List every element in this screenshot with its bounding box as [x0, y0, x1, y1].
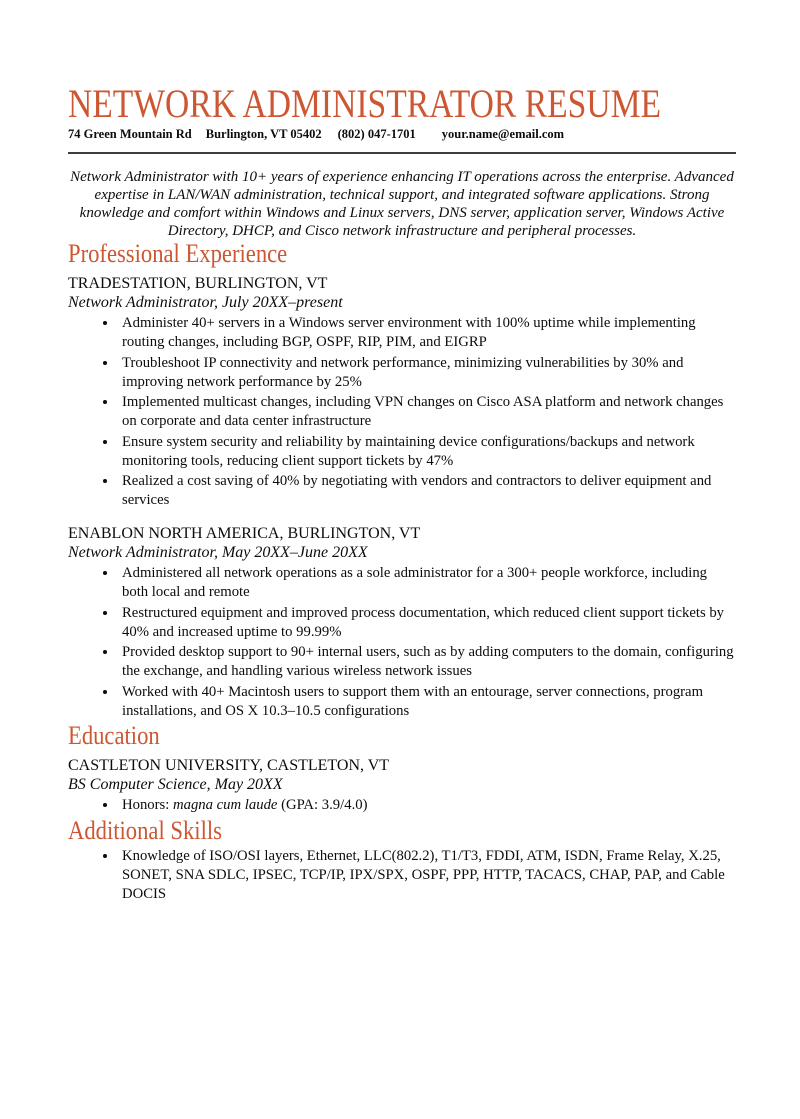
job-bullet: • Administered all network operations as a sole administrator for a 300+ people workforce, including both local and remote — [118, 564, 736, 602]
job-bullet: • Worked with 40+ Macintosh users to support them with an entourage, server connections, program installations, and OS X 10.3–10.5 configurations — [118, 683, 736, 721]
section-education — [68, 722, 736, 815]
contact-city: Burlington, VT 05402 — [205, 127, 322, 141]
honors-distinction: magna cum laude — [173, 797, 278, 813]
experience-heading — [68, 240, 736, 268]
job-bullet: • Implemented multicast changes, including VPN changes on Cisco ASA platform and network changes on corporate and data center infrastructure — [118, 393, 736, 431]
skills-bullet-list — [68, 847, 736, 904]
contact-line — [68, 126, 736, 142]
summary-paragraph: Network Administrator with 10+ years of experience enhancing IT operations across the enterprise. Advanced expertise in LAN/WAN administration, technical support, and integrated software applications. Strong knowledge and comfort within Windows and Linux servers, DNS server, application server, Windows Active Directory, DHCP, and Cisco network infrastructure and peripheral processes. — [70, 169, 734, 239]
honors-gpa: (GPA: 3.9/4.0) — [277, 797, 368, 813]
honors-label: Honors: — [122, 797, 173, 813]
job-bullet: • Ensure system security and reliability by maintaining device configurations/backups and network monitoring tools, reducing client support tickets by 47% — [118, 433, 736, 471]
job-bullet: • Administer 40+ servers in a Windows server environment with 100% uptime while implementing routing changes, including BGP, OSPF, RIP, PIM, and EIGRP — [118, 314, 736, 352]
contact-address: 74 Green Mountain Rd — [68, 127, 192, 141]
job-bullet-list — [68, 564, 736, 721]
experience-heading-text: Professional Experience — [68, 239, 288, 268]
employer-name: TRADESTATION, BURLINGTON, VT — [68, 275, 328, 292]
employer-name: ENABLON NORTH AMERICA, BURLINGTON, VT — [68, 525, 421, 542]
skills-heading — [68, 817, 736, 845]
page-title-text: NETWORK ADMINISTRATOR RESUME — [68, 81, 662, 126]
job-bullet: • Realized a cost saving of 40% by negotiating with vendors and contractors to deliver equipment and services — [118, 472, 736, 510]
section-professional-experience — [68, 240, 736, 721]
resume-header — [68, 81, 736, 154]
resume-page — [0, 81, 800, 904]
job-bullet: • Provided desktop support to 90+ internal users, such as by adding computers to the domain, configuring the exchange, and handling various wireless network issues — [118, 643, 736, 681]
job-title-dates: Network Administrator, May 20XX–June 20XX — [68, 544, 368, 561]
degree-dates: BS Computer Science, May 20XX — [68, 776, 283, 793]
education-bullet-list — [68, 796, 736, 815]
education-heading — [68, 722, 736, 750]
honors-bullet — [118, 796, 736, 815]
page-title — [68, 81, 736, 126]
job-title-dates: Network Administrator, July 20XX–present — [68, 294, 343, 311]
section-additional-skills — [68, 817, 736, 904]
skills-heading-text: Additional Skills — [68, 815, 222, 845]
job-bullet: • Troubleshoot IP connectivity and network performance, minimizing vulnerabilities by 30% and improving network performance by 25% — [118, 354, 736, 392]
contact-email: your.name@email.com — [441, 127, 565, 141]
job-bullet-list — [68, 314, 736, 510]
education-heading-text: Education — [68, 721, 160, 750]
job-bullet: • Restructured equipment and improved process documentation, which reduced client support tickets by 40% and increased uptime to 99.99% — [118, 604, 736, 642]
header-divider — [68, 152, 736, 154]
job-enablon — [68, 524, 736, 721]
skills-bullet: • Knowledge of ISO/OSI layers, Ethernet, LLC(802.2), T1/T3, FDDI, ATM, ISDN, Frame Relay, X.25, SONET, SNA SDLC, IPSEC, TCP/IP, IPX/SPX, OSPF, PPP, HTTP, TACACS, CHAP, PAP, and Cable DOCIS — [118, 847, 736, 904]
job-tradestation — [68, 274, 736, 510]
school-name: CASTLETON UNIVERSITY, CASTLETON, VT — [68, 757, 390, 774]
contact-phone: (802) 047-1701 — [337, 127, 416, 141]
